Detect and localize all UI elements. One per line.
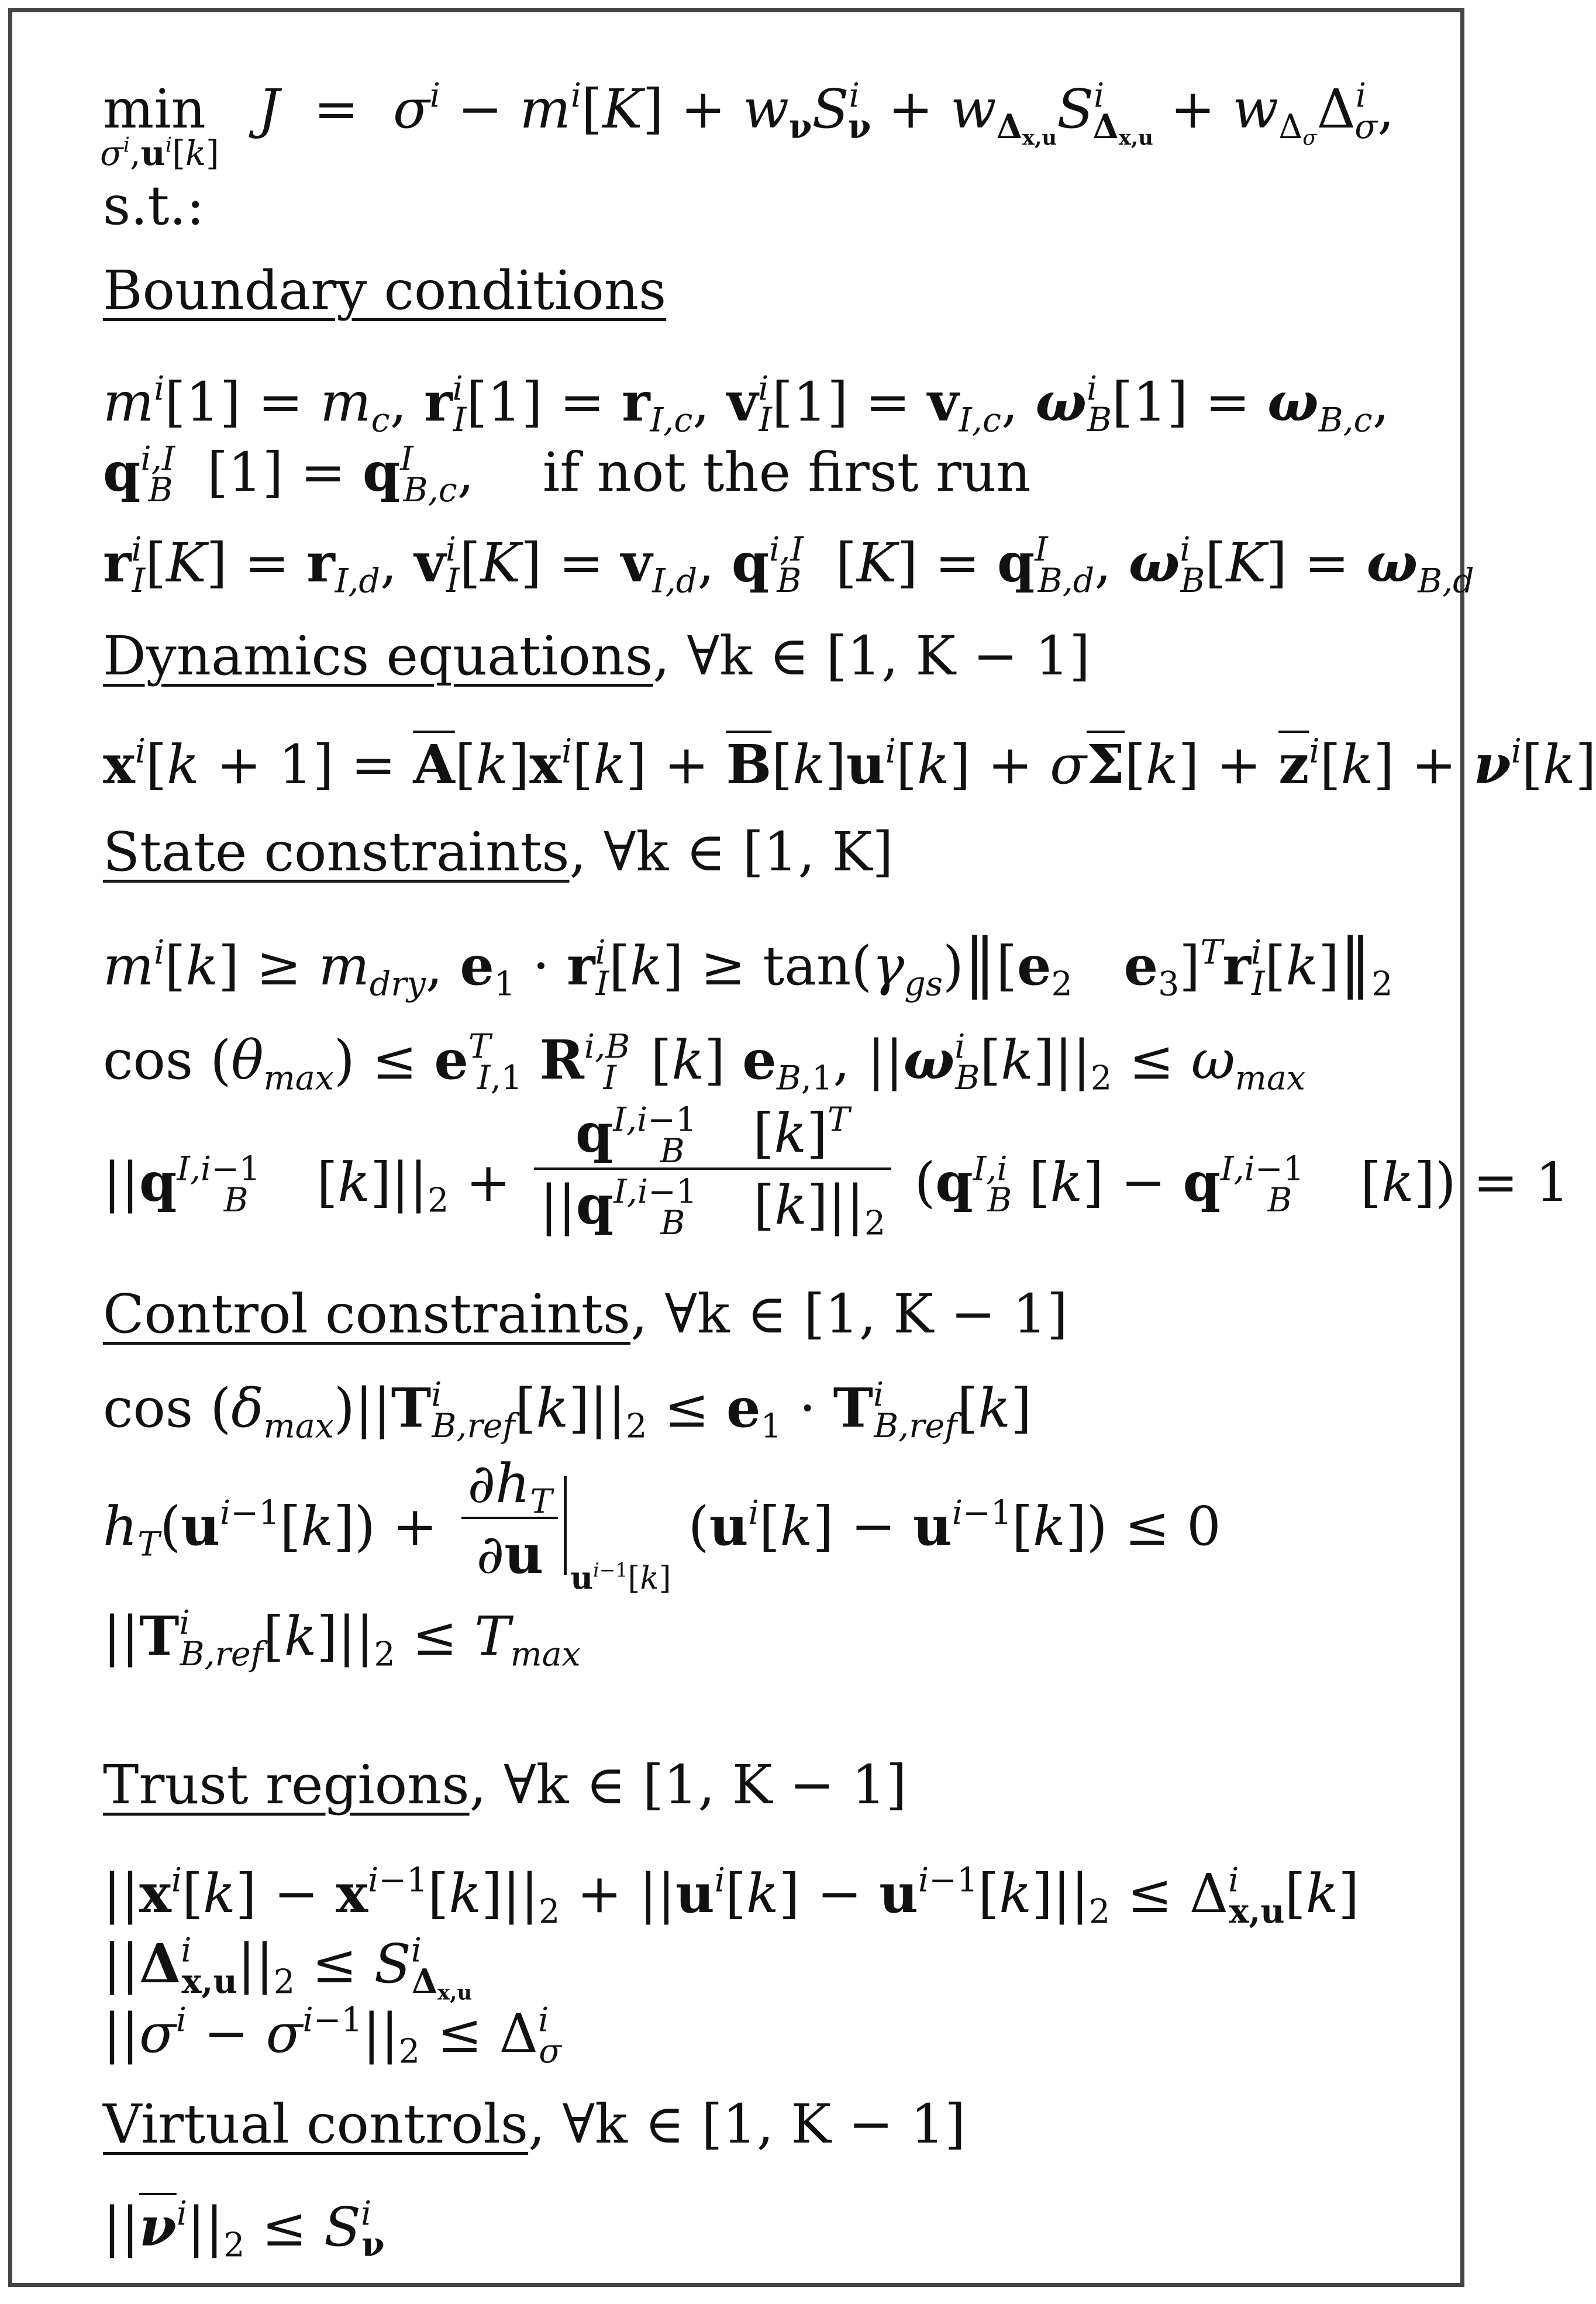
equation-gimbal: $\cos (\delta_{max})||T^i_{B,ref}[k]||_2 \le e_1 \cdot T^i_{B,ref}[k]$ xyxy=(103,1375,1032,1446)
section-virtual-controls xyxy=(103,2093,966,2155)
objective-min: min xyxy=(103,78,206,140)
section-control-constraints xyxy=(103,1283,1068,1345)
objective-expression: $J = \sigma^i - m^i[K] + w_\nu S^i_\nu + w_{\Delta_{x,u}}S^i_{\Delta_{x,u}} + w_{\Delta_\sigma}\Delta^i_\sigma$, xyxy=(258,76,1395,150)
section-heading: Dynamics equations xyxy=(103,625,653,687)
equation-trust-xu: $||x^i[k] - x^{i-1}[k]||_2 + ||u^i[k] - u^{i-1}[k]||_2 \le \Delta^i_{x,u}[k]$ xyxy=(103,1861,1360,1931)
section-boundary-conditions xyxy=(103,259,667,322)
equation-frame xyxy=(8,8,1596,2287)
equation-tilt-angular-rate: $\cos (\theta_{max}) \le e^T_{I,1}$ $R^{i,B}_I$ [k] $e_{B,1}$, $||\omega^i_B[k]||_2 \le \omega_{max}$ xyxy=(103,1027,1306,1098)
equation-thrust-linearization: $h_T(u^{i-1}[k])$ + $\frac{\partial h_T}{\partial u}$ $_{u^{i-1}[k]}$ $(u^i[k] - u^{i-1}[k]) \le 0$ xyxy=(103,1452,1221,1597)
objective-min-subscript: $\sigma^i,u^i[k]$ xyxy=(100,133,219,173)
section-trust-regions xyxy=(103,1754,907,1816)
equation-dynamics: $x^i[k + 1] = \overline{A}[k]x^i[k] + \overline{B}[k]u^i[k] + \sigma\overline{\Sigma}[k] + \overline{z}^i[k] + \nu^i[k]$ xyxy=(103,732,1596,796)
equation-trust-slack: $||\Delta^i_{x,u}||_2 \le S^i_{\Delta_{x,u}}$ xyxy=(103,1931,473,2005)
if-not-first-run-text: if not the first run xyxy=(542,441,1031,504)
equation-final-conditions: $r^i_I[K] = r_{I,d}$, $v^i_I[K] = v_{I,d}$, $q^{i,I}_B$ $[K] = q^I_{B,d}$, $\omega^i_B[K] = \omega_{B,d}$ xyxy=(103,530,1474,601)
equation-initial-conditions: $m^i[1] = m_c$, $r^i_I[1] = r_{I,c}$, $v^i_I[1] = v_{I,c}$, $\omega^i_B[1] = \omega_{B,c}$, xyxy=(103,369,1390,440)
section-range: , ∀k ∈ [1, K] xyxy=(569,821,894,883)
section-state-constraints xyxy=(103,821,894,883)
equation-virtual-control: $||\overline{\nu}^i||_2 \le S^i_\nu$ xyxy=(103,2194,385,2265)
equation-trust-sigma: $||\sigma^i - \sigma^{i-1}||_2 \le \Delta^i_\sigma$ xyxy=(103,2000,562,2071)
equation-thrust-max: $||T^i_{B,ref}[k]||_2 \le T_{max}$ xyxy=(103,1603,581,1674)
equation-quaternion-norm: $||q^{I,i-1}_B$ $[k]||_2$ + $\frac{q^{I,i-1}_B [k]^T}{||q^{I,i-1}_B [k]||_2}$ ($q^{I,i}_B$ $[k] - q^{I,i-1}_B$ [k]) = 1 xyxy=(103,1100,1570,1243)
section-heading: Virtual controls xyxy=(103,2093,529,2155)
section-heading: Trust regions xyxy=(103,1754,470,1816)
section-heading: Boundary conditions xyxy=(103,259,667,322)
section-heading: Control constraints xyxy=(103,1283,631,1345)
section-heading: State constraints xyxy=(103,821,570,883)
subject-to: s.t.: xyxy=(103,174,205,237)
section-range: , ∀k ∈ [1, K − 1] xyxy=(653,625,1091,687)
section-range: , ∀k ∈ [1, K − 1] xyxy=(469,1754,907,1816)
equation-initial-quaternion: $q^{i,I}_B$ $[1] = q^I_{B,c}$, if not the first run xyxy=(103,439,1031,510)
section-dynamics-equations xyxy=(103,625,1091,687)
section-range: , ∀k ∈ [1, K − 1] xyxy=(528,2093,966,2155)
section-range: , ∀k ∈ [1, K − 1] xyxy=(630,1283,1068,1345)
equation-mass-glideslope: $m^i[k] \ge m_{dry}$, $e_1 \cdot r^i_I[k]$ ≥ $\tan(\gamma_{gs})‖[e_2$ $e_3]^Tr^i_I[k]‖_2$ xyxy=(103,925,1393,1004)
